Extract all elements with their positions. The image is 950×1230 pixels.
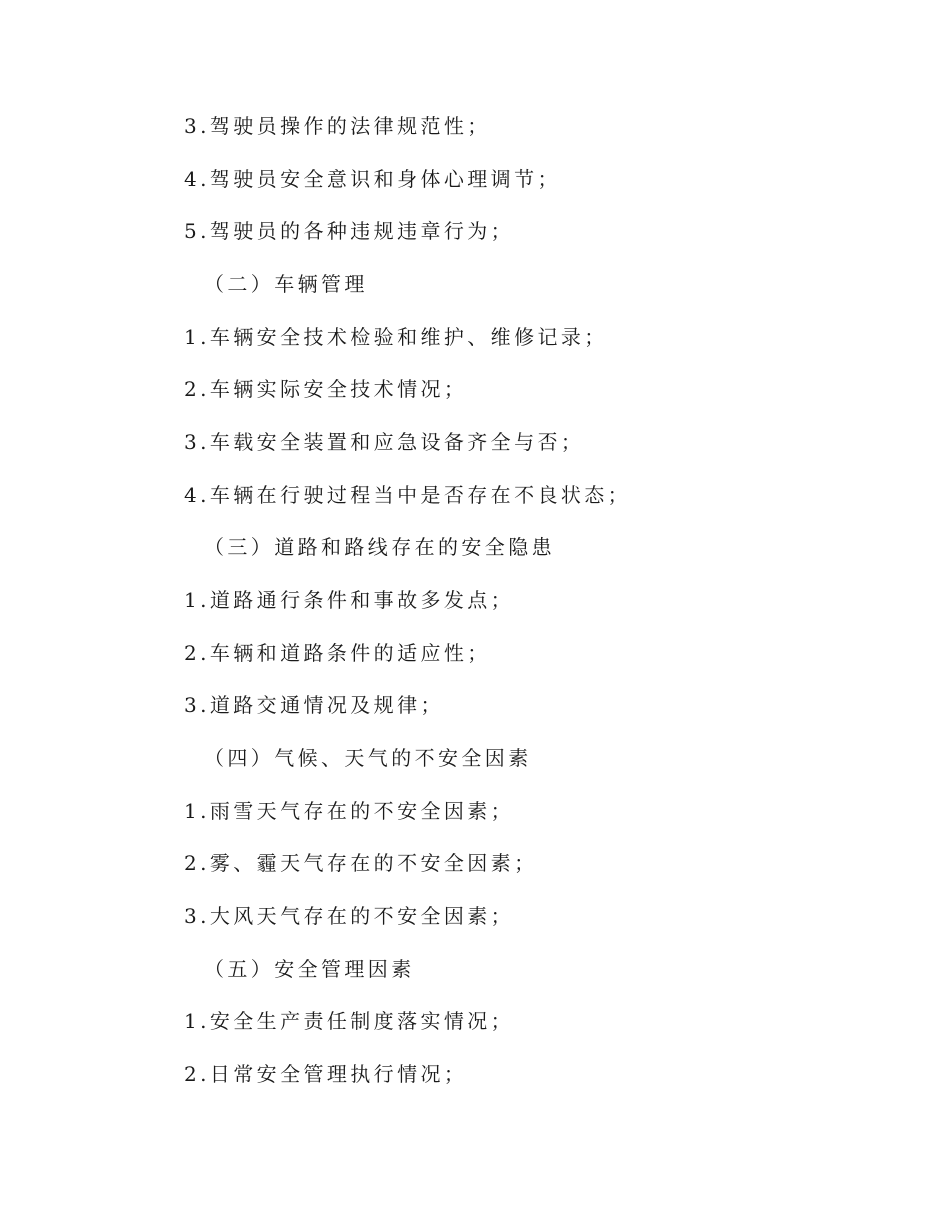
section-heading: （四）气候、天气的不安全因素	[204, 746, 532, 770]
list-item: 3.道路交通情况及规律；	[184, 693, 444, 717]
list-item: 3.驾驶员操作的法律规范性；	[184, 114, 491, 138]
section-heading: （五）安全管理因素	[204, 957, 415, 981]
list-item: 4.车辆在行驶过程当中是否存在不良状态；	[184, 483, 632, 507]
list-item: 2.车辆实际安全技术情况；	[184, 377, 468, 401]
list-item: 4.驾驶员安全意识和身体心理调节；	[184, 167, 561, 191]
list-item: 3.车载安全装置和应急设备齐全与否；	[184, 430, 585, 454]
list-item: 2.车辆和道路条件的适应性；	[184, 641, 491, 665]
list-item: 1.安全生产责任制度落实情况；	[184, 1009, 515, 1033]
list-item: 1.雨雪天气存在的不安全因素；	[184, 799, 515, 823]
list-item: 1.车辆安全技术检验和维护、维修记录；	[184, 325, 608, 349]
list-item: 2.雾、霾天气存在的不安全因素；	[184, 851, 538, 875]
section-heading: （三）道路和路线存在的安全隐患	[204, 535, 555, 559]
list-item: 2.日常安全管理执行情况；	[184, 1062, 468, 1086]
list-item: 1.道路通行条件和事故多发点；	[184, 588, 515, 612]
list-item: 5.驾驶员的各种违规违章行为；	[184, 219, 515, 243]
list-item: 3.大风天气存在的不安全因素；	[184, 904, 515, 928]
section-heading: （二）车辆管理	[204, 272, 368, 296]
